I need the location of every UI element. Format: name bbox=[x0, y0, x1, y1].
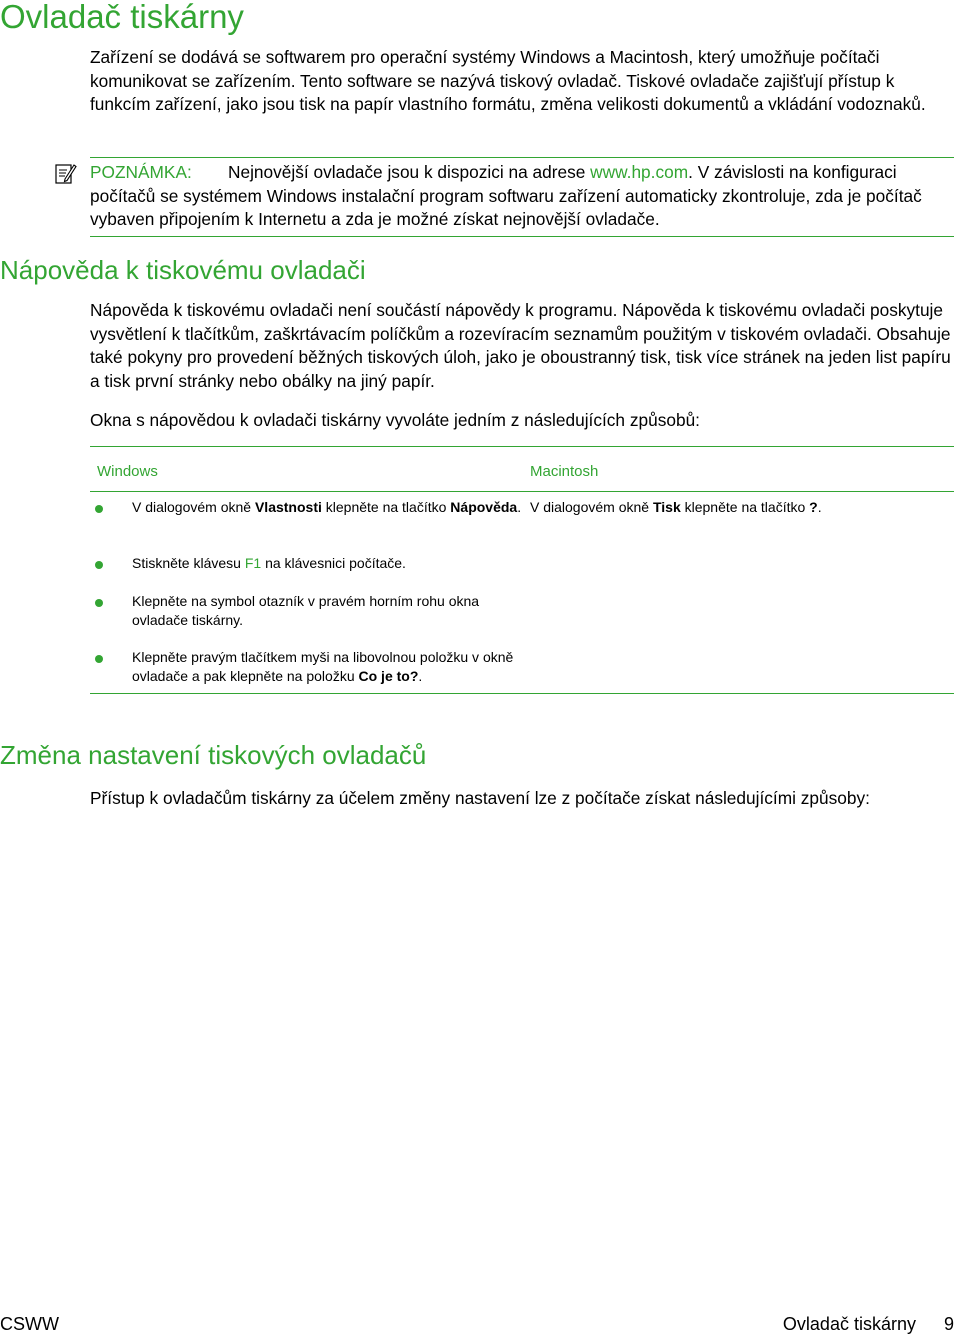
footer-title: Ovladač tiskárny bbox=[782, 1314, 916, 1334]
section-heading-change: Změna nastavení tiskových ovladačů bbox=[0, 740, 427, 770]
column-header-macintosh: Macintosh bbox=[530, 463, 599, 480]
footer-left: CSWW bbox=[0, 1314, 59, 1334]
section-heading-help: Nápověda k tiskovému ovladači bbox=[0, 255, 366, 285]
change-paragraph: Přístup k ovladačům tiskárny za účelem změny nastavení lze z počítače získat následujícími způsoby: bbox=[90, 788, 870, 808]
macintosh-cell: V dialogovém okně Tisk klepněte na tlačítko ?. bbox=[530, 499, 822, 515]
note-text-before-link: Nejnovější ovladače jsou k dispozici na adrese bbox=[228, 162, 591, 182]
bullet-icon bbox=[95, 599, 103, 607]
column-header-windows: Windows bbox=[97, 463, 158, 480]
intro-paragraph: Zařízení se dodává se softwarem pro operační systémy Windows a Macintosh, který umožňuje počítači komunikovat se zařízením. Tento software se nazývá tiskový ovladač. Tiskové ovladače zajišťují přístup k funkcím zařízení, jako jsou tisk na papír vlastního formátu, změna velikosti dokumentů a vkládání vodoznaků. bbox=[90, 47, 926, 114]
page-number: 9 bbox=[943, 1314, 954, 1334]
bullet-icon bbox=[95, 561, 103, 569]
table-bottom-rule bbox=[90, 693, 954, 694]
footer-right bbox=[783, 1313, 954, 1335]
hp-link[interactable]: www.hp.com bbox=[590, 162, 689, 182]
bullet-icon bbox=[95, 505, 103, 513]
note-text-after-link: . V závislosti na konfiguraci počítačů se systémem Windows instalační program softwaru zařízení automaticky zkontroluje, zda je počítač vybaven připojením k Internetu a zda je možné získat nejnovější ovladače. bbox=[90, 162, 922, 229]
help-methods-table: Windows Macintosh V dialogovém okně Vlastnosti klepněte na tlačítko Nápověda. Stiskněte klávesu F1 na klávesnici počítače. Klepněte na symbol otazník v pravém horním rohu okna ovladače tiskárny. Klepněte pravým tlačítkem myši na libovolnou položku v okně ovladače a pak klepněte na položku Co je to?. V dialogovém okně Tisk klepněte na tlačítko ?. bbox=[90, 446, 954, 694]
page-title: Ovladač tiskárny bbox=[0, 0, 244, 35]
note-pencil-icon bbox=[55, 162, 77, 184]
help-paragraph: Nápověda k tiskovému ovladači není součástí nápovědy k programu. Nápověda k tiskovému ovladači poskytuje vysvětlení k tlačítkům, zaškrtávacím políčkům a rozevíracím seznamům použitým v tiskovém ovladači. Obsahuje také pokyny pro provedení běžných tiskových úloh, jako je oboustranný tisk, tisk více stránek na jeden list papíru a tisk první stránky nebo obálky na jiný papír. bbox=[90, 300, 951, 391]
table-header bbox=[90, 446, 954, 492]
note-label: POZNÁMKA: bbox=[90, 162, 192, 182]
note-box bbox=[90, 157, 954, 237]
help-lead: Okna s nápovědou k ovladači tiskárny vyvoláte jedním z následujících způsobů: bbox=[90, 410, 700, 430]
bullet-icon bbox=[95, 655, 103, 663]
key-f1: F1 bbox=[244, 555, 262, 571]
